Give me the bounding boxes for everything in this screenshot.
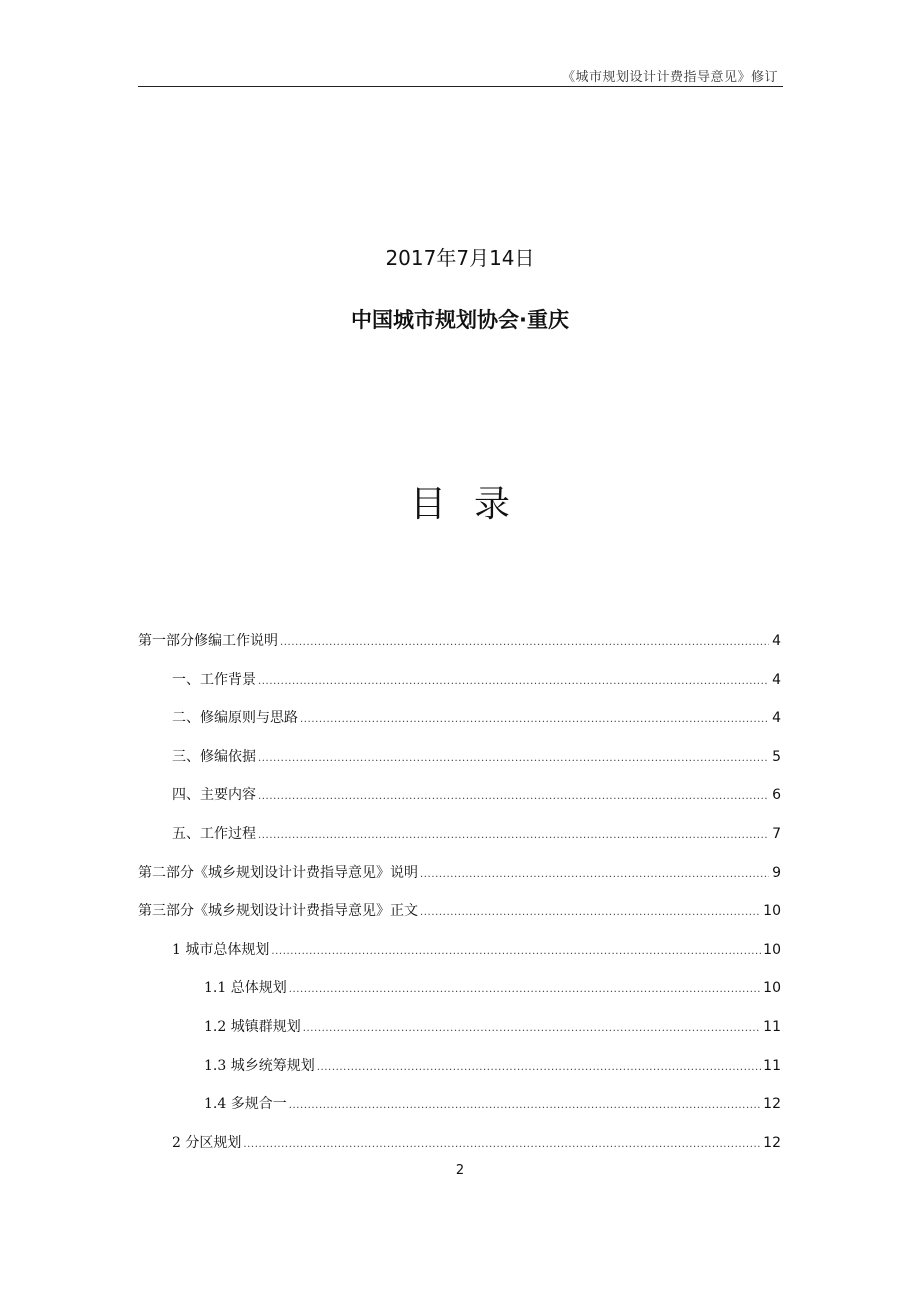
toc-entry-label: 三、修编依据 (172, 748, 256, 765)
toc-heading: 目录 (409, 484, 538, 525)
header-rule (138, 86, 783, 87)
toc-entry-page: 12 (763, 1134, 781, 1151)
toc-entry-page: 6 (772, 787, 781, 804)
toc-leader-dots (300, 714, 769, 725)
toc-entry-page: 9 (772, 864, 781, 881)
toc-entry-page: 4 (772, 710, 781, 727)
toc-entry[interactable] (138, 900, 781, 939)
toc-entry[interactable] (138, 669, 781, 708)
toc-entry[interactable] (138, 1016, 781, 1055)
toc-entry-page: 12 (763, 1096, 781, 1113)
toc-entry[interactable] (138, 707, 781, 746)
toc-leader-dots (420, 907, 761, 918)
toc-leader-dots (243, 1139, 761, 1150)
organization-name: 中国城市规划协会·重庆 (351, 308, 569, 332)
toc-entry-page: 10 (763, 903, 781, 920)
toc-entry[interactable] (138, 630, 781, 669)
toc-leader-dots (420, 869, 769, 880)
toc-entry-page: 7 (772, 825, 781, 842)
toc-entry-label: 四、主要内容 (172, 787, 256, 804)
toc-entry-page: 11 (763, 1057, 781, 1074)
toc-leader-dots (258, 791, 769, 802)
document-date: 2017年7月14日 (385, 246, 535, 270)
toc-leader-dots (258, 830, 769, 841)
toc-entry-page: 5 (772, 748, 781, 765)
toc-entry[interactable] (138, 939, 781, 978)
toc-entry-label: 1.4 多规合一 (204, 1096, 287, 1113)
table-of-contents (138, 630, 781, 1170)
toc-entry[interactable] (138, 1093, 781, 1132)
toc-entry-label: 第三部分《城乡规划设计计费指导意见》正文 (138, 903, 418, 920)
toc-entry[interactable] (138, 823, 781, 862)
toc-entry[interactable] (138, 784, 781, 823)
toc-entry-page: 10 (763, 941, 781, 958)
toc-entry[interactable] (138, 862, 781, 901)
toc-entry-label: 二、修编原则与思路 (172, 710, 298, 727)
toc-entry-label: 2 分区规划 (172, 1134, 242, 1151)
toc-leader-dots (289, 1100, 761, 1111)
toc-entry[interactable] (138, 977, 781, 1016)
toc-entry-label: 1.3 城乡统筹规划 (204, 1057, 315, 1074)
toc-entry-page: 4 (772, 633, 781, 649)
toc-entry-label: 一、工作背景 (172, 671, 256, 688)
toc-entry-label: 第二部分《城乡规划设计计费指导意见》说明 (138, 864, 418, 881)
toc-entry[interactable] (138, 746, 781, 785)
toc-entry-label: 1 城市总体规划 (172, 941, 270, 958)
toc-leader-dots (303, 1023, 761, 1034)
toc-leader-dots (271, 946, 761, 957)
toc-entry-page: 4 (772, 671, 781, 688)
page-number: 2 (455, 1163, 465, 1178)
toc-entry[interactable] (138, 1055, 781, 1094)
toc-leader-dots (280, 637, 769, 648)
running-header: 《城市规划设计计费指导意见》修订 (561, 70, 778, 85)
toc-entry-page: 11 (763, 1018, 781, 1035)
toc-entry-label: 五、工作过程 (172, 825, 256, 842)
toc-leader-dots (258, 753, 769, 764)
toc-entry-label: 1.1 总体规划 (204, 980, 287, 997)
toc-entry-label: 第一部分修编工作说明 (138, 633, 278, 649)
toc-entry-page: 10 (763, 980, 781, 997)
toc-leader-dots (289, 984, 761, 995)
toc-leader-dots (258, 676, 769, 687)
toc-leader-dots (317, 1062, 761, 1073)
toc-entry-label: 1.2 城镇群规划 (204, 1018, 301, 1035)
